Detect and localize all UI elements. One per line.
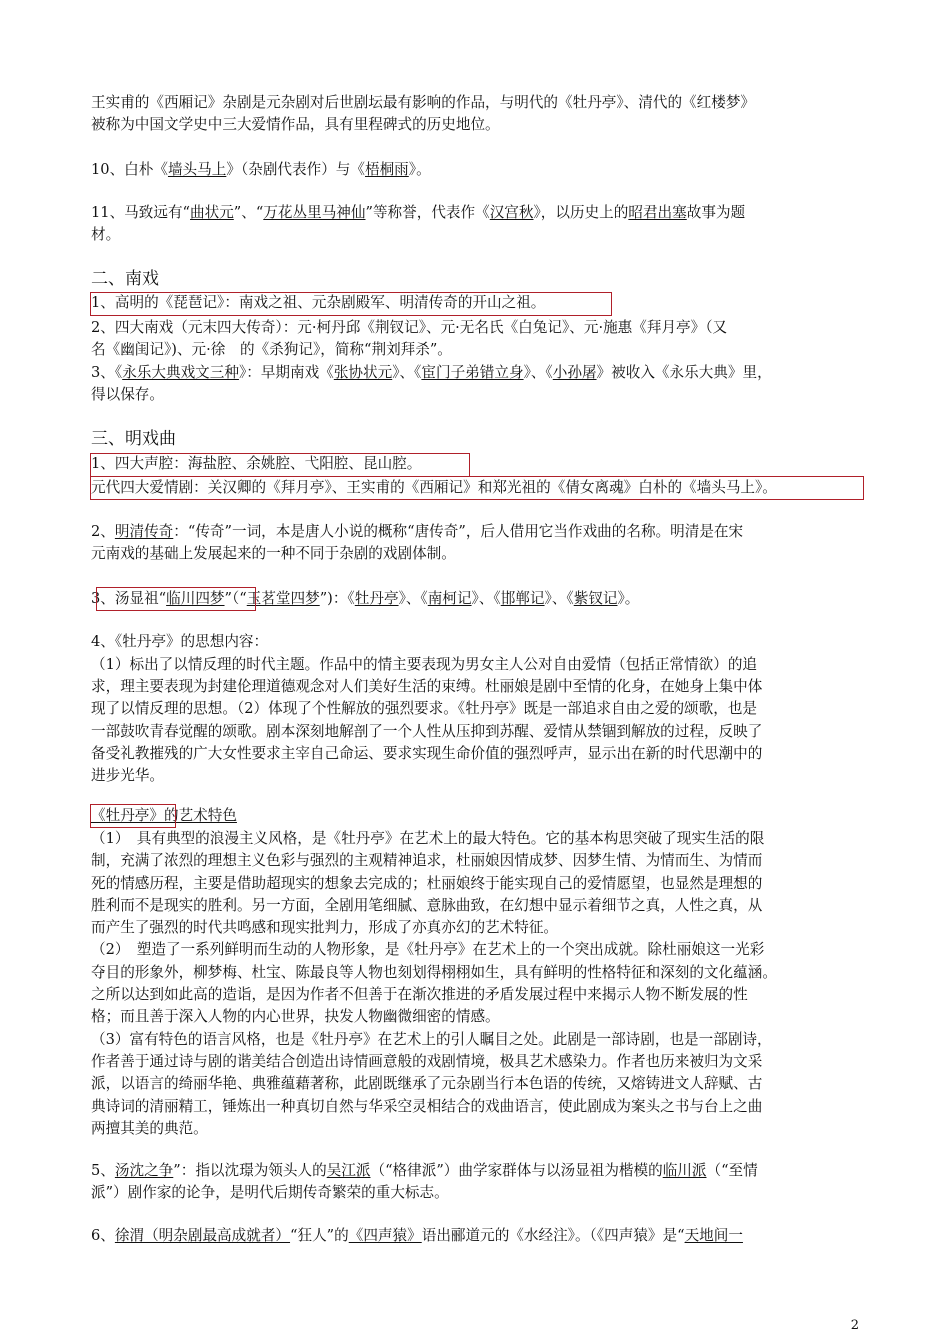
text-segment: （“格律派”）曲学家群体与以汤显祖为楷模的 (370, 1162, 663, 1179)
text-segment: 死的情感历程，主要是借助超现实的想象去完成的；杜丽娘终于能实现自己的爱情愿望，也显然是理想的 (91, 875, 763, 892)
underlined-text: 明清传奇 (114, 523, 174, 540)
text-segment: 》：早期南戏《 (238, 364, 334, 381)
underlined-text: 牡丹亭 (354, 590, 399, 607)
text-segment: 典诗词的清丽精工，锤炼出一种真切自然与华采空灵相结合的戏曲语言，使此剧成为案头之书与台上之曲 (91, 1098, 763, 1115)
underlined-text: 《四声猿》 (348, 1227, 422, 1244)
section-heading-mingxiqu: 三、明戏曲 (91, 429, 176, 449)
text-segment: （“至情 (706, 1162, 758, 1179)
paragraph-line (91, 984, 861, 1006)
underlined-text: 张协状元 (333, 364, 393, 381)
paragraph-line (91, 1006, 861, 1028)
underlined-text: 梧桐雨 (364, 161, 409, 178)
underlined-text: 宦门子弟错立身 (421, 364, 524, 381)
paragraph-line (91, 1225, 861, 1247)
underlined-text: 玉茗堂四梦 (246, 590, 320, 607)
text-segment: 胜利而不是现实的胜利。另一方面，全剧用笔细腻、意脉曲致，在幻想中显示着细节之真，人性之真，从 (91, 897, 763, 914)
text-segment: 3、汤显祖“ (91, 590, 167, 607)
paragraph-line (91, 521, 861, 543)
paragraph-line (91, 850, 861, 872)
text-segment: “狂人”的 (290, 1227, 349, 1244)
underlined-text: 临川四梦 (166, 590, 225, 607)
text-segment: 1、四大声腔：海盐腔、余姚腔、弋阳腔、昆山腔。 (91, 455, 422, 472)
underlined-text: 天地间一 (684, 1227, 743, 1244)
underlined-text: 汤沈之争 (114, 1162, 174, 1179)
paragraph-line (91, 828, 861, 850)
text-segment: 1、高明的《琵琶记》：南戏之祖、元杂剧殿军、明清传奇的开山之祖。 (91, 294, 546, 311)
text-segment: 》、《 (544, 590, 574, 607)
paragraph-line (91, 721, 861, 743)
text-segment: 》、《 (523, 364, 553, 381)
paragraph-line (91, 895, 861, 917)
paragraph-line (91, 362, 861, 384)
text-segment: 故事为题 (686, 204, 746, 221)
underlined-text: 南柯记 (427, 590, 472, 607)
underlined-text: 万花丛里马神仙 (263, 204, 366, 221)
paragraph-line (91, 917, 861, 939)
text-segment: ”)：《 (319, 590, 355, 607)
paragraph-line (91, 317, 861, 339)
text-segment: 得以保存。 (91, 386, 164, 403)
underlined-text: 永乐大典戏文三种 (122, 364, 239, 381)
text-segment: 被称为中国文学史中三大爱情作品，具有里程碑式的历史地位。 (91, 116, 500, 133)
text-segment: 而产生了强烈的时代共鸣感和现实批判力，形成了亦真亦幻的艺术特征。 (91, 919, 559, 936)
text-segment: （2） 塑造了一系列鲜明而生动的人物形象，是《牡丹亭》在艺术上的一个突出成就。除杜丽娘这一光彩 (91, 941, 765, 958)
text-segment: 语出郦道元的《水经注》。（《四声猿》是“ (421, 1227, 685, 1244)
text-segment: 》、《 (392, 364, 422, 381)
text-segment: 》、《 (398, 590, 428, 607)
section-heading-nanxi: 二、南戏 (91, 269, 159, 289)
text-segment: ”等称誉，代表作《 (365, 204, 490, 221)
text-segment: 备受礼教摧残的广大女性要求主宰自己命运、要求实现生命价值的强烈呼声，显示出在新的时代思潮中的 (91, 745, 763, 762)
text-segment: ”、“ (233, 204, 264, 221)
text-segment: 之所以达到如此高的造诣，是因为作者不但善于在渐次推进的矛盾发展过程中来揭示人物不断发展的性 (91, 986, 748, 1003)
text-segment: （3）富有特色的语言风格，也是《牡丹亭》在艺术上的引人瞩目之处。此剧是一部诗剧，也是一部剧诗， (91, 1031, 772, 1048)
text-segment: 6、 (91, 1227, 115, 1244)
highlight-box (90, 453, 470, 477)
paragraph-line (91, 1051, 861, 1073)
paragraph-line (91, 114, 861, 136)
text-segment: 10、白朴《 (91, 161, 168, 178)
paragraph-line (91, 873, 861, 895)
underlined-text: 临川派 (662, 1162, 707, 1179)
text-segment: 》、《 (471, 590, 501, 607)
underlined-text: 吴江派 (326, 1162, 371, 1179)
underlined-text: 紫钗记 (573, 590, 618, 607)
text-segment: 》。 (408, 161, 431, 178)
paragraph-line (91, 743, 861, 765)
text-segment: 5、 (91, 1162, 115, 1179)
text-segment: （1）标出了以情反理的时代主题。作品中的情主要表现为男女主人公对自由爱情（包括正常情欲）的追 (91, 656, 758, 673)
text-segment: 两擅其美的典范。 (91, 1120, 208, 1137)
underlined-text: 小孙屠 (552, 364, 597, 381)
paragraph-line (91, 676, 861, 698)
paragraph-line (91, 339, 861, 361)
text-segment: 求，理主要表现为封建伦理道德观念对人们美好生活的束缚。杜丽娘是剧中至情的化身，在她身上集中体 (91, 678, 763, 695)
text-segment: 派”）剧作家的论争，是明代后期传奇繁荣的重大标志。 (91, 1184, 449, 1201)
paragraph-line (91, 1096, 861, 1118)
highlight-box (90, 804, 176, 828)
paragraph-line (91, 224, 861, 246)
text-segment: 作者善于通过诗与剧的谐美结合创造出诗情画意般的戏剧情境，极具艺术感染力。作者也历来被归为文采 (91, 1053, 763, 1070)
underlined-text: 汉宫秋 (489, 204, 534, 221)
text-segment: ：“传奇”一词，本是唐人小说的概称“唐传奇”，后人借用它当作戏曲的名称。明清是在宋 (173, 523, 744, 540)
text-segment: 2、四大南戏（元末四大传奇）：元·柯丹邱《荆钗记》、元·无名氏《白兔记》、元·施惠《拜月亭》（又 (91, 319, 728, 336)
text-segment: 格；而且善于深入人物的内心世界，抉发人物幽微细密的情感。 (91, 1008, 500, 1025)
text-segment: ”（“ (224, 590, 247, 607)
highlight-box (90, 476, 864, 500)
underlined-text: 墙头马上 (167, 161, 227, 178)
highlight-box (96, 587, 256, 611)
paragraph-line (91, 159, 861, 181)
paragraph-line (91, 698, 861, 720)
paragraph-line (91, 962, 861, 984)
page-number: 2 (850, 1318, 859, 1333)
text-segment: 派，以语言的绮丽华艳、典雅蕴藉著称，此剧既继承了元杂剧当行本色语的传统，又熔铸进文人辞赋、古 (91, 1075, 763, 1092)
text-segment: 材。 (91, 226, 121, 243)
text-segment: 11、马致远有“ (91, 204, 190, 221)
paragraph-line (91, 1029, 861, 1051)
text-segment: 元代四大爱情剧：关汉卿的《拜月亭》、王实甫的《西厢记》和郑光祖的《倩女离魂》白朴的《墙头马上》。 (91, 479, 777, 496)
text-segment: 4、《牡丹亭》的思想内容： (91, 633, 269, 650)
text-segment: 3、《 (91, 364, 123, 381)
paragraph-line (91, 805, 861, 827)
text-segment: 》（杂剧代表作）与《 (226, 161, 365, 178)
paragraph-line (91, 765, 861, 787)
paragraph-line (91, 384, 861, 406)
highlight-box (90, 292, 612, 316)
text-segment: 》被收入《永乐大典》里， (596, 364, 772, 381)
paragraph-line (91, 1182, 861, 1204)
paragraph-line (91, 1118, 861, 1140)
text-segment: 夺目的形象外，柳梦梅、杜宝、陈最良等人物也刻划得栩栩如生，具有鲜明的性格特征和深刻的文化蕴涵。 (91, 964, 777, 981)
paragraph-line (91, 631, 861, 653)
text-segment: 》。 (617, 590, 640, 607)
underlined-text: 昭君出塞 (628, 204, 687, 221)
paragraph-line (91, 939, 861, 961)
underlined-text: 邯郸记 (500, 590, 545, 607)
text-segment: 一部鼓吹青春觉醒的颂歌。剧本深刻地解剖了一个人性从压抑到苏醒、爱情从禁锢到解放的过程，反映了 (91, 723, 763, 740)
underlined-text: 徐渭（明杂剧最高成就者） (114, 1227, 291, 1244)
underlined-text: 曲状元 (190, 204, 234, 221)
text-segment: 2、 (91, 523, 115, 540)
paragraph-line (91, 202, 861, 224)
text-segment: 名《幽闺记》)、元·徐 的《杀狗记》，简称“荆刘拜杀”。 (91, 341, 452, 358)
text-segment: 元南戏的基础上发展起来的一种不同于杂剧的戏剧体制。 (91, 545, 456, 562)
text-segment: 制，充满了浓烈的理想主义色彩与强烈的主观精神追求，杜丽娘因情成梦、因梦生情、为情而生、为情而 (91, 852, 763, 869)
paragraph-line (91, 654, 861, 676)
paragraph-line (91, 543, 861, 565)
text-segment: 》，以历史上的 (533, 204, 629, 221)
paragraph-line (91, 1160, 861, 1182)
text-segment: 王实甫的《西厢记》杂剧是元杂剧对后世剧坛最有影响的作品，与明代的《牡丹亭》、清代的《红楼梦》 (91, 94, 756, 111)
underlined-text: 《牡丹亭》的艺术特色 (91, 807, 237, 824)
text-segment: 进步光华。 (91, 767, 164, 784)
text-segment: （1） 具有典型的浪漫主义风格，是《牡丹亭》在艺术上的最大特色。它的基本构思突破了现实生活的限 (91, 830, 765, 847)
paragraph-line (91, 92, 861, 114)
text-segment: ”：指以沈璟为领头人的 (173, 1162, 327, 1179)
text-segment: 现了以情反理的思想。（2）体现了个性解放的强烈要求。《牡丹亭》既是一部追求自由之爱的颂歌，也是 (91, 700, 758, 717)
paragraph-line (91, 1073, 861, 1095)
